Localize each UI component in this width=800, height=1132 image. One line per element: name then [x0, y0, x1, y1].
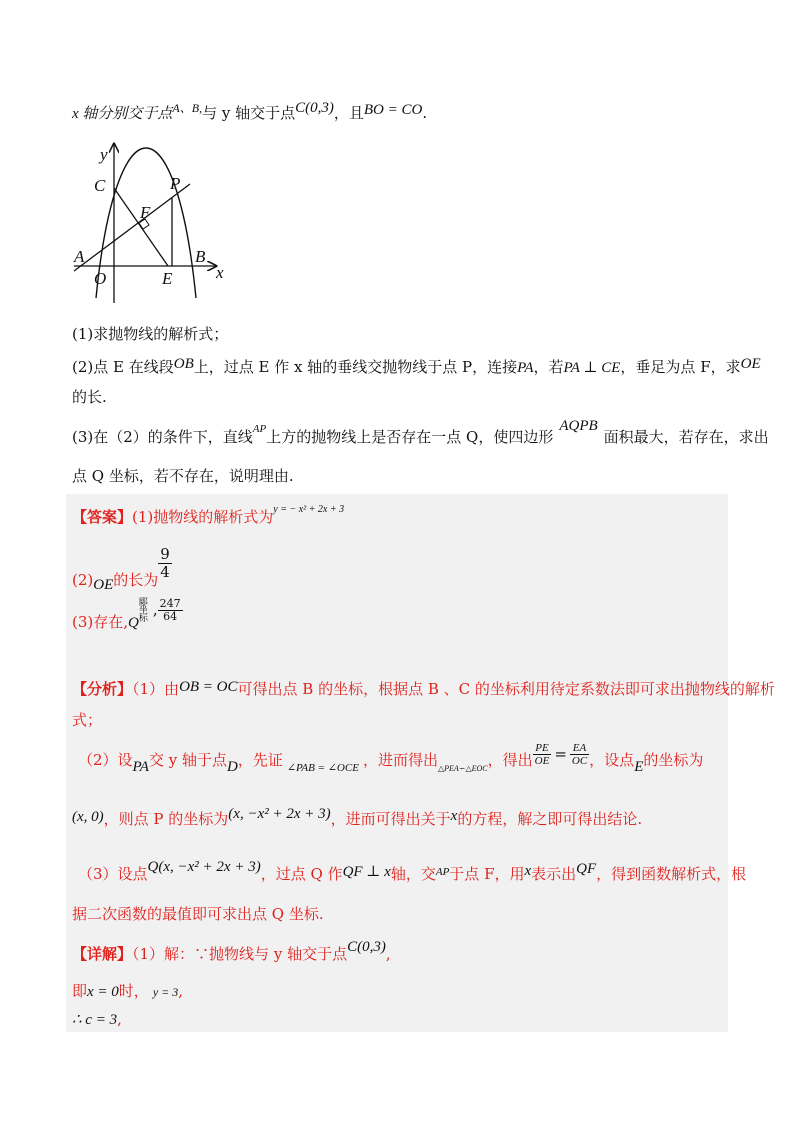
answer-2-den: 4 [160, 562, 170, 581]
label-a: A [74, 247, 85, 266]
intro-prefix: x 轴分别交于点 [72, 106, 173, 122]
intro-suffix: ，且 [333, 104, 364, 122]
analysis-line-4 [72, 806, 643, 828]
intro-condition: BO = CO [363, 102, 423, 118]
analysis-2-l2a: ，则点 P 的坐标为 [103, 810, 229, 828]
analysis-2b: 交 y 轴于点 [148, 750, 227, 769]
q3-text-c: 面积最大，若存在，求出 [603, 428, 769, 446]
analysis-2-frac2-num: EA [570, 742, 589, 755]
q2-text-c: ，若 [533, 358, 564, 376]
analysis-3b: ，过点 Q 作 [260, 865, 343, 883]
analysis-line-5 [78, 859, 747, 883]
question-1: (1)求抛物线的解析式； [72, 325, 229, 343]
analysis-2g: ，设点 [589, 750, 635, 769]
analysis-2e: ，进而得出 [362, 750, 438, 769]
answer-1-formula: y = − x² + 2x + 3 [273, 504, 345, 515]
q3-ap: AP [252, 423, 267, 435]
label-f: F [140, 203, 151, 222]
analysis-line-6: 据二次函数的最值即可求出点 Q 坐标. [72, 905, 324, 923]
answer-3-garbled: 郾坐标 [138, 597, 148, 624]
detail-2b: 时， [118, 982, 149, 1000]
detail-2-y: y = 3 [152, 985, 179, 999]
q2-ob: OB [173, 356, 194, 372]
detail-2-eq: x = 0 [87, 984, 119, 1000]
analysis-2-l2c: 的方程，解之即可得出结论. [457, 810, 643, 828]
analysis-2-d: D [226, 758, 238, 775]
answer-1-text: (1)抛物线的解析式为 [132, 508, 274, 526]
answer-2-prefix: (2) [72, 571, 94, 589]
question-2-line-2: 的长. [72, 388, 107, 406]
analysis-2-frac2 [570, 742, 589, 767]
q3-text-a: (3)在（2）的条件下，直线 [72, 428, 253, 446]
label-c: C [94, 176, 106, 195]
detail-1-c: C(0,3) [347, 939, 386, 955]
q2-text-b: 上，过点 E 作 x 轴的垂线交抛物线于点 P，连接 [193, 358, 518, 376]
q2-text-a: (2)点 E 在线段 [72, 358, 174, 376]
analysis-2-frac2-den: OC [571, 755, 588, 768]
question-3-line-1 [72, 418, 769, 446]
intro-middle: 与 y 轴交于点 [202, 104, 296, 122]
detail-3b: , [117, 1010, 122, 1028]
label-e: E [162, 269, 173, 288]
analysis-3c: 轴，交 [390, 865, 436, 883]
analysis-3-ap: AP [435, 866, 450, 878]
parabola-curve [96, 148, 196, 298]
analysis-3a: （3）设点 [78, 865, 148, 883]
analysis-2-coord: (x, 0) [72, 809, 104, 825]
answer-3-q: Q [128, 614, 139, 631]
answer-2-text: 的长为 [113, 571, 159, 589]
q2-text-d: ，垂足为点 F，求 [620, 358, 741, 376]
analysis-3e: 表示出 [531, 865, 577, 883]
analysis-3-qf: QF ⊥ x [342, 864, 391, 880]
analysis-3d: 于点 F，用 [449, 865, 525, 883]
analysis-2c: ，先证 [237, 750, 283, 769]
intro-end: . [422, 104, 428, 122]
answer-3-den: 64 [163, 610, 178, 624]
answer-tag: 【答案】 [72, 508, 133, 526]
answer-line-1 [72, 504, 345, 526]
q2-pa: PA [517, 360, 534, 376]
intro-point-c: C(0,3) [295, 100, 334, 116]
analysis-1b: 可得出点 B 的坐标，根据点 B 、C 的坐标利用待定系数法即可求出抛物线的解析 [237, 680, 775, 698]
analysis-2f: ，得出 [487, 750, 533, 769]
analysis-2-frac1-num: PE [533, 742, 552, 755]
detail-1a: （1）解：∵抛物线与 y 轴交于点 [132, 945, 348, 963]
analysis-2-pa: PA [132, 758, 149, 775]
detail-tag: 【详解】 [72, 945, 133, 963]
q3-text-b: 上方的抛物线上是否存在一点 Q，使四边形 [266, 428, 554, 446]
analysis-2-l2b: ，进而可得出关于 [330, 810, 451, 828]
label-p: P [170, 174, 181, 193]
parabola-figure [66, 138, 236, 308]
question-3-line-2: 点 Q 坐标，若不存在，说明理由. [72, 467, 294, 485]
analysis-2-frac1-den: OE [534, 755, 550, 768]
analysis-2-e-point: E [634, 758, 644, 775]
analysis-2-pcoord: (x, −x² + 2x + 3) [228, 806, 331, 822]
analysis-2-frac1 [533, 742, 552, 767]
detail-line-3 [72, 1012, 122, 1028]
label-y: y [100, 145, 108, 164]
answer-2-oe: OE [93, 577, 114, 593]
q2-oe: OE [740, 356, 761, 372]
detail-3-eq: ∴ c = 3 [72, 1012, 118, 1028]
analysis-tag: 【分析】 [72, 680, 133, 698]
analysis-3-qf2: QF [576, 861, 597, 877]
answer-3-text: (3)存在, [72, 612, 129, 631]
q3-aqpb: AQPB [559, 418, 598, 434]
problem-intro [72, 100, 428, 122]
answer-3-num: 247 [159, 597, 181, 610]
analysis-2a: （2）设 [78, 750, 133, 769]
segment-ce [114, 188, 168, 266]
q2-perp: PA ⊥ CE [563, 360, 621, 376]
analysis-2-angle: ∠PAB = ∠OCE [286, 761, 359, 774]
answer-line-3: (3)存在,Q郾坐标 , $\frac{247}{64}$ [72, 597, 181, 631]
label-x: x [216, 263, 224, 282]
label-o: O [94, 269, 107, 288]
label-b: B [195, 247, 206, 266]
detail-2a: 即 [72, 982, 88, 1000]
analysis-1-eq: OB = OC [179, 679, 238, 695]
detail-line-1 [72, 939, 391, 963]
analysis-3-x: x [524, 863, 532, 879]
analysis-2-x: x [450, 808, 458, 824]
analysis-3f: ，得到函数解析式，根 [596, 865, 747, 883]
question-2-line-1 [72, 356, 761, 376]
analysis-2-sim: △PEA∽△EOC [437, 763, 488, 773]
detail-1b: , [385, 945, 391, 963]
detail-line-2 [72, 984, 183, 1000]
analysis-3-q: Q(x, −x² + 2x + 3) [147, 859, 261, 875]
analysis-line-2: 式； [72, 711, 103, 729]
answer-2-fraction [158, 546, 172, 580]
intro-points-ab: A、B, [172, 101, 203, 115]
analysis-1a: （1）由 [132, 680, 180, 698]
answer-3-fraction [158, 598, 183, 623]
answer-2-num: 9 [160, 545, 170, 563]
analysis-line-1 [72, 679, 775, 698]
analysis-2-eq: = [554, 744, 567, 763]
detail-2c: , [178, 982, 184, 1000]
answer-line-2 [72, 545, 172, 593]
analysis-2h: 的坐标为 [643, 750, 704, 769]
